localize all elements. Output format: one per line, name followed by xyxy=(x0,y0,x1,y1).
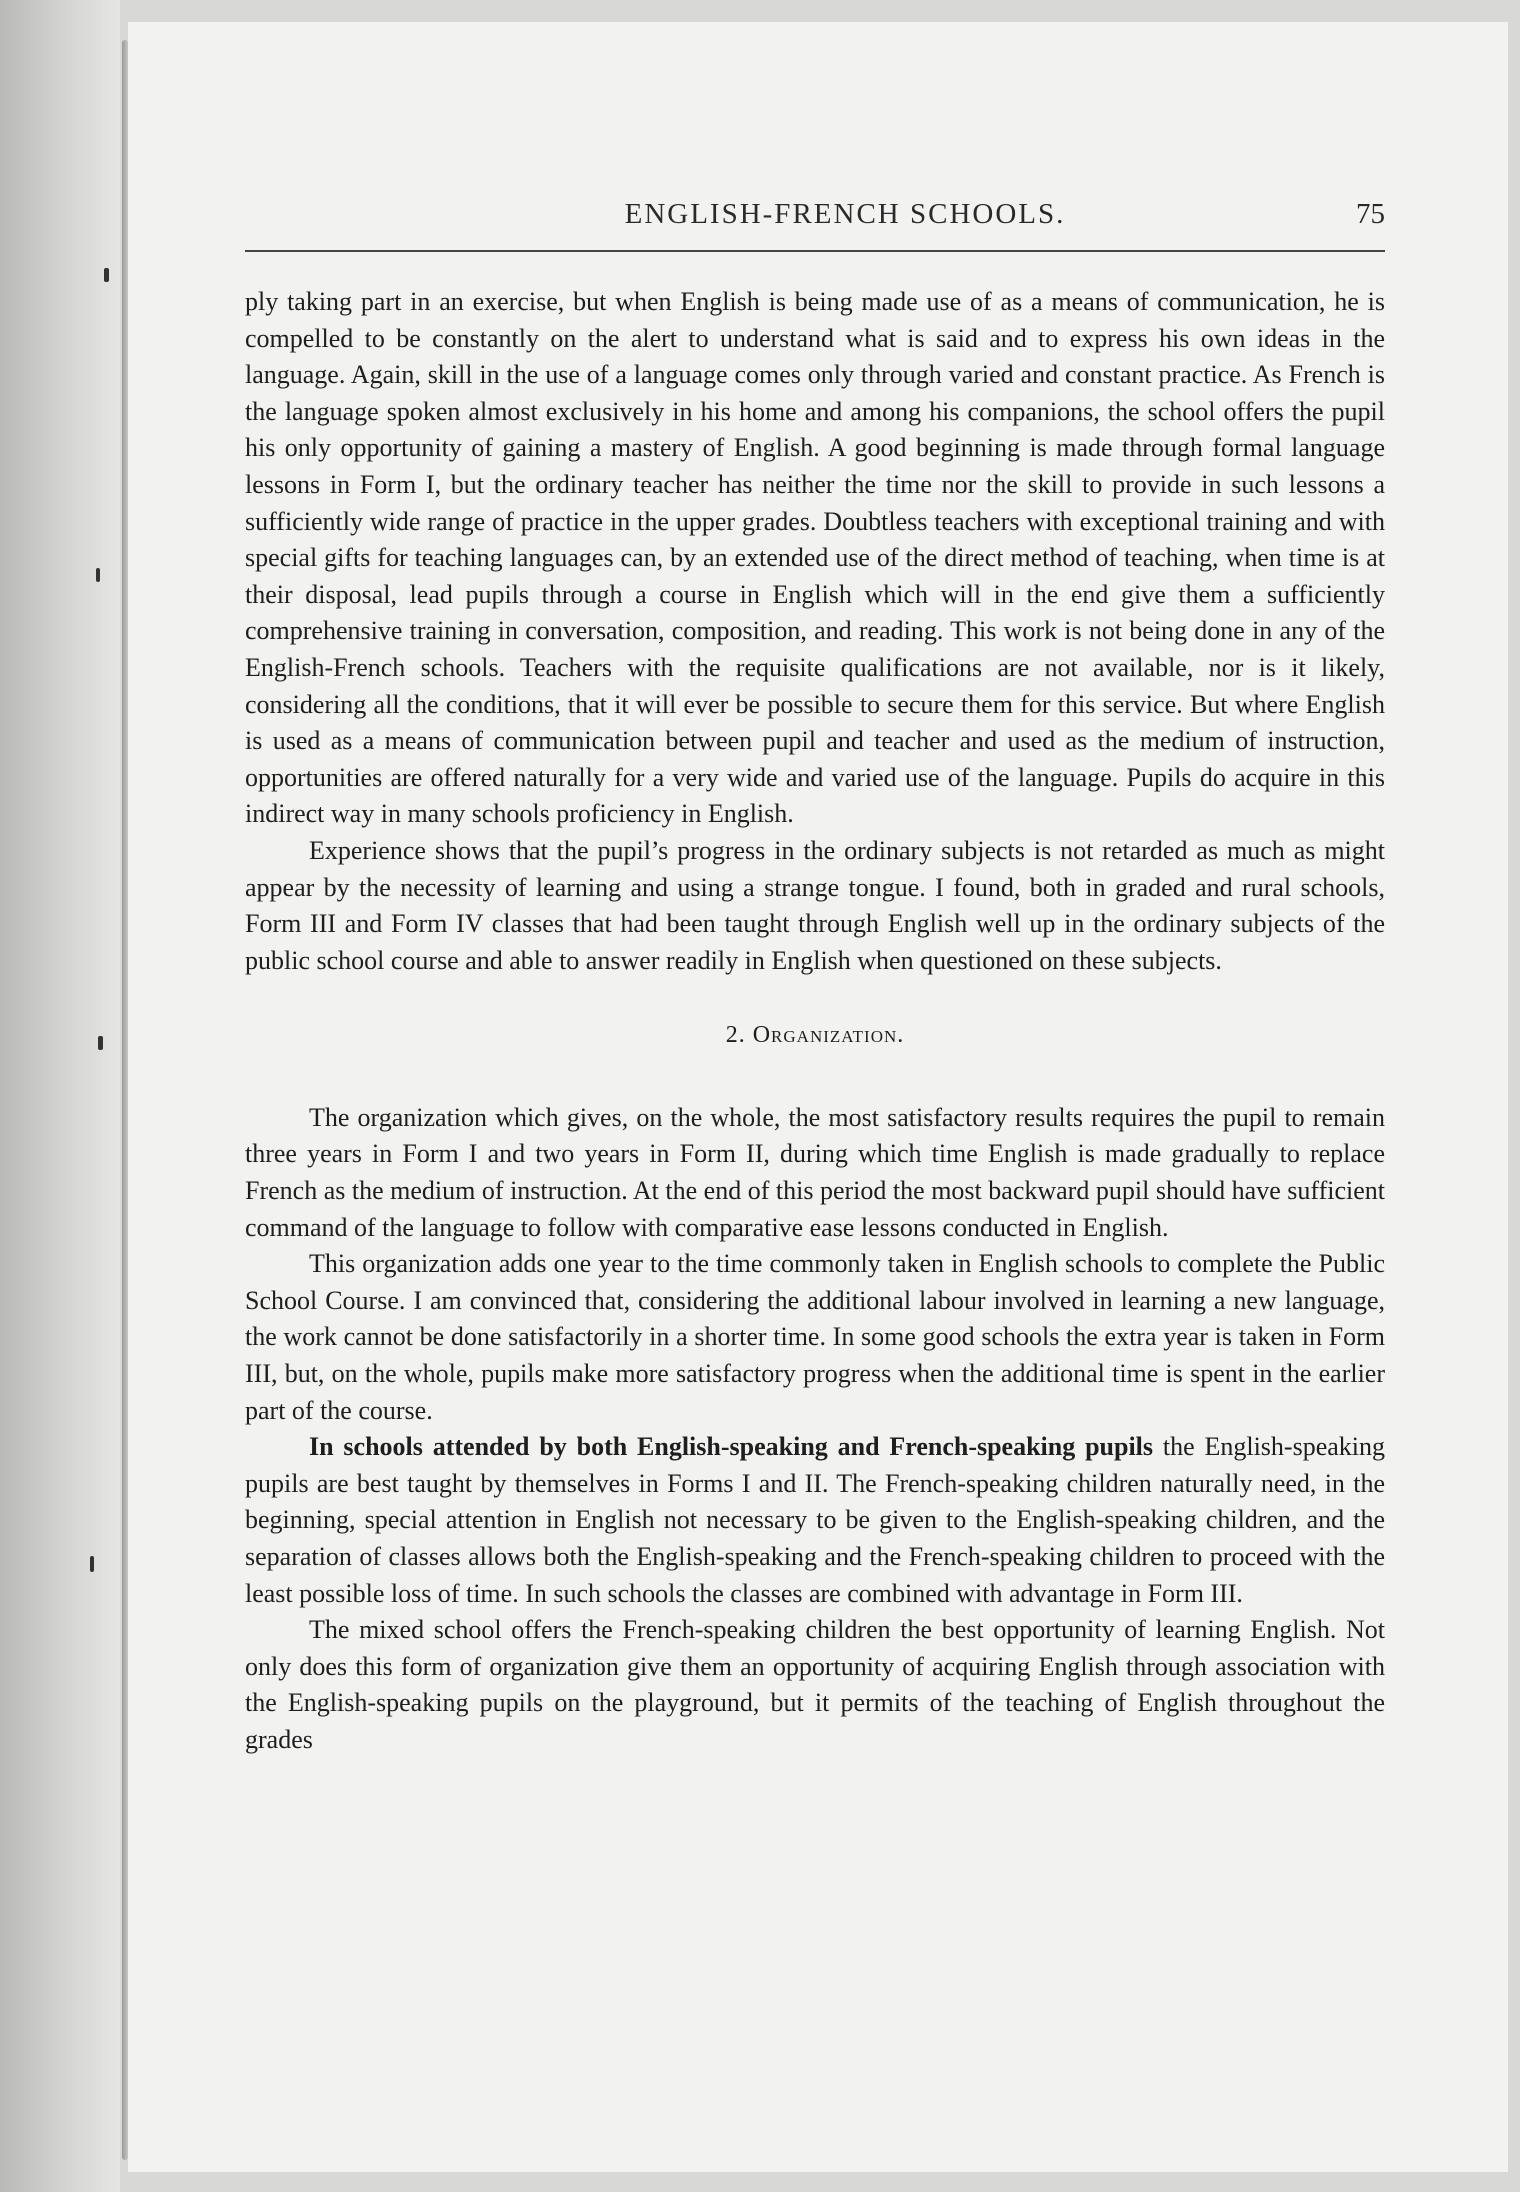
paragraph-1: ply taking part in an exercise, but when English is being made use of as a means of communication, he is compelled to be constantly on the alert to understand what is said and to express his own ideas in the language. Again, skill in the use of a language comes only through varied and constant practice. As French is the language spoken almost exclusively in his home and among his companions, the school offers the pupil his only opportunity of gaining a mastery of English. A good beginning is made through formal language lessons in Form I, but the ordinary teacher has neither the time nor the skill to provide in such lessons a sufficiently wide range of practice in the upper grades. Doubtless teachers with exceptional training and with special gifts for teaching languages can, by an extended use of the direct method of teaching, when time is at their disposal, lead pupils through a course in English which will in the end give them a sufficiently comprehensive training in conversation, composition, and reading. This work is not being done in any of the English-French schools. Teachers with the requisite qualifications are not available, nor is it likely, considering all the conditions, that it will ever be possible to secure them for this service. But where English is used as a means of communication between pupil and teacher and used as the medium of instruction, opportunities are offered naturally for a very wide and varied use of the language. Pupils do acquire in this indirect way in many schools proficiency in English. xyxy=(245,287,1385,829)
paragraph-5-lead: In schools attended by both English-speaking and French-speaking pupils xyxy=(309,1432,1154,1462)
ink-fleck xyxy=(104,268,109,282)
book-gutter-edge xyxy=(0,0,120,2192)
page-number: 75 xyxy=(1356,198,1385,230)
paragraph-3: The organization which gives, on the whole, the most satisfactory results requires the pupil to remain three years in Form I and two years in Form II, during which time English is made gradually to replace French as the medium of instruction. At the end of this period the most backward pupil should have sufficient command of the language to follow with comparative ease lessons conducted in English. xyxy=(245,1102,1385,1242)
ink-fleck xyxy=(90,1556,94,1572)
paragraph-6: The mixed school offers the French-speaking children the best opportunity of learning English. Not only does this form of organization give them an opportunity of acquiring English through association with the English-speaking pupils on the playground, but it permits of the teaching of English throughout the grades xyxy=(245,1615,1385,1754)
section-heading: 2. Organization. xyxy=(725,1022,905,1049)
ink-fleck xyxy=(98,1036,103,1050)
header-rule xyxy=(245,250,1385,252)
body-text xyxy=(245,284,1385,1759)
running-head: ENGLISH-FRENCH SCHOOLS. xyxy=(624,198,1066,230)
ink-fleck xyxy=(96,568,100,582)
paragraph-4: This organization adds one year to the time commonly taken in English schools to complete the Public School Course. I am convinced that, considering the additional labour involved in learning a new language, the work cannot be done satisfactorily in a shorter time. In some good schools the extra year is taken in Form III, but, on the whole, pupils make more satisfactory progress when the additional time is spent in the earlier part of the course. xyxy=(245,1249,1385,1425)
paragraph-5 xyxy=(245,1429,1385,1612)
paragraph-2: Experience shows that the pupil’s progress in the ordinary subjects is not retarded as much as might appear by the necessity of learning and using a strange tongue. I found, both in graded and rural schools, Form III and Form IV classes that had been taught through English well up in the ordinary subjects of the public school course and able to answer readily in English when questioned on these subjects. xyxy=(245,835,1385,975)
paragraph-5-rest: the English-speaking pupils are best taught by themselves in Forms I and II. The French-speaking children naturally need, in the beginning, special attention in English not necessary to be given to the English-speaking children, and the separation of classes allows both the English-speaking and the French-speaking children to proceed with the least possible loss of time. In such schools the classes are combined with advantage in Form III. xyxy=(245,1432,1385,1608)
page-header xyxy=(245,198,1385,246)
